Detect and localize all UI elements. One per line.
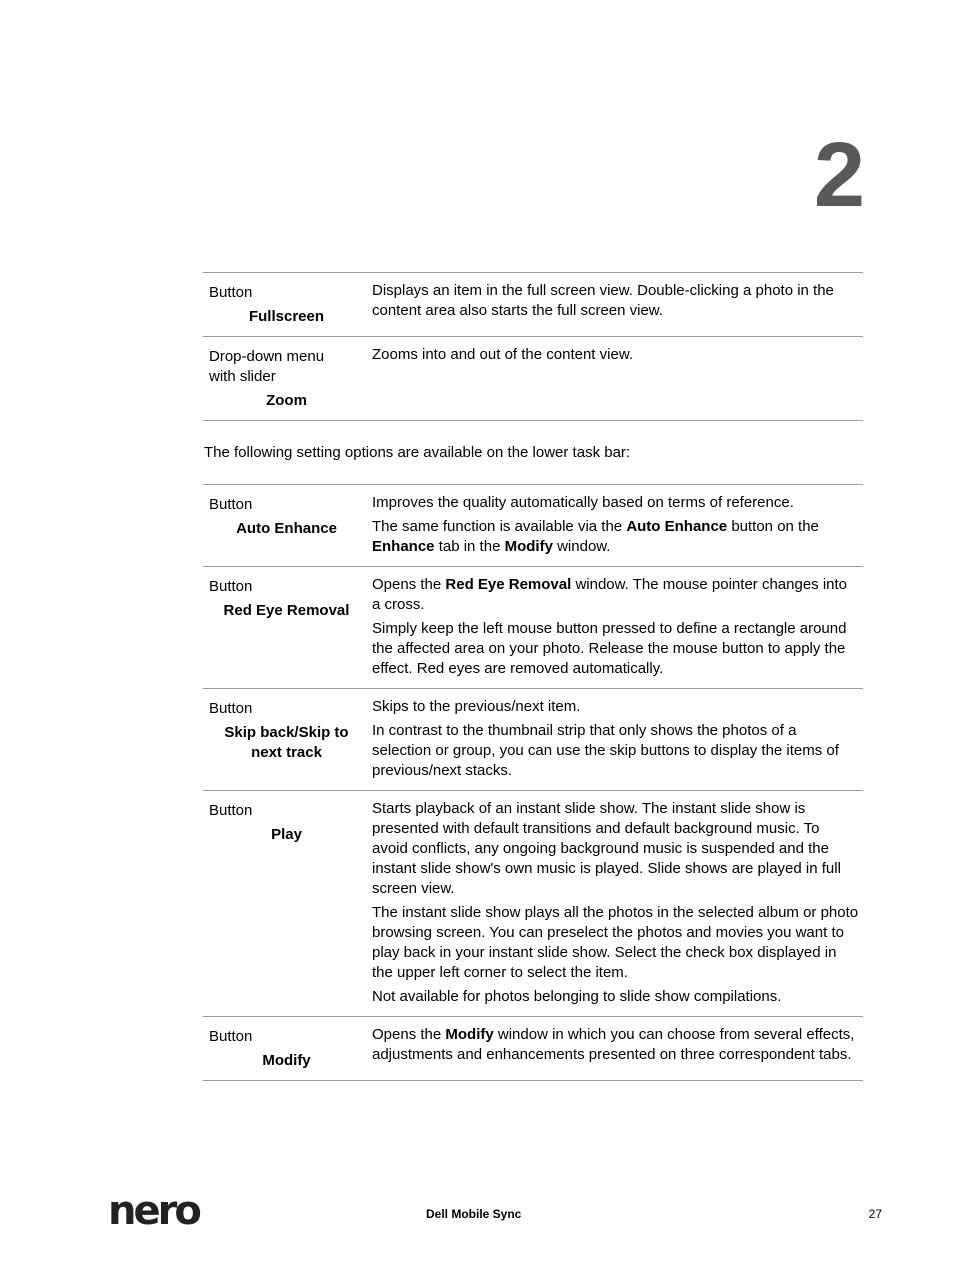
- table-row: [203, 485, 863, 567]
- nero-logo: nero: [108, 1188, 199, 1234]
- description-paragraph: [372, 697, 859, 717]
- text-segment: window. The mouse pointer changes into a cross.: [372, 576, 848, 613]
- control-name: Red Eye Removal: [223, 602, 350, 619]
- description-paragraph: [372, 799, 859, 899]
- description-cell: [368, 485, 863, 567]
- control-cell: [203, 485, 368, 567]
- control-name: Modify: [262, 1052, 311, 1069]
- description-paragraph: [372, 721, 859, 781]
- text-segment: tab in the: [434, 538, 505, 555]
- description-paragraph: [372, 517, 859, 557]
- text-segment: button on the: [727, 518, 819, 535]
- bold-term: Auto Enhance: [626, 518, 728, 535]
- control-name: Zoom: [266, 392, 307, 409]
- description-paragraph: [372, 987, 859, 1007]
- text-segment: Zooms into and out of the content view.: [372, 346, 633, 363]
- table-row: [203, 567, 863, 689]
- description-paragraph: [372, 493, 859, 513]
- control-cell: [203, 337, 368, 421]
- table-row: [203, 273, 863, 337]
- control-type: with slider: [209, 368, 276, 385]
- control-cell: [203, 1017, 368, 1081]
- description-paragraph: [372, 1025, 859, 1065]
- chapter-number: 2: [813, 124, 863, 226]
- footer-title: Dell Mobile Sync: [426, 1207, 522, 1221]
- text-segment: window in which you can choose from several effects, adjustments and enhancements presented on three correspondent tabs.: [372, 1026, 855, 1063]
- control-type: Button: [209, 496, 253, 513]
- description-paragraph: [372, 575, 859, 615]
- control-name: Fullscreen: [248, 308, 325, 325]
- bold-term: Modify: [445, 1026, 494, 1043]
- description-paragraph: [372, 903, 859, 983]
- text-segment: Opens the: [372, 1026, 446, 1043]
- description-cell: [368, 337, 863, 421]
- text-segment: The same function is available via the: [372, 518, 627, 535]
- table-row: [203, 791, 863, 1017]
- text-segment: Improves the quality automatically based on terms of reference.: [372, 494, 794, 511]
- control-type: Button: [209, 284, 253, 301]
- control-cell: [203, 273, 368, 337]
- control-name: Skip back/Skip to next track: [224, 724, 349, 761]
- description-paragraph: [372, 345, 859, 365]
- description-cell: [368, 791, 863, 1017]
- options-table-top: [203, 272, 863, 421]
- page-number: 27: [868, 1207, 882, 1221]
- text-segment: Simply keep the left mouse button pressed to define a rectangle around the affected area on your photo. Release the mouse button to apply the effect. Red eyes are removed automatically.: [372, 620, 847, 677]
- description-cell: [368, 689, 863, 791]
- control-type: Drop-down menu: [209, 348, 325, 365]
- control-type: Button: [209, 578, 253, 595]
- control-name: Auto Enhance: [236, 520, 337, 537]
- control-name: Play: [271, 826, 302, 843]
- table-row: [203, 337, 863, 421]
- bold-term: Enhance: [372, 538, 435, 555]
- text-segment: In contrast to the thumbnail strip that only shows the photos of a selection or group, you can use the skip buttons to display the items of previous/next stacks.: [372, 722, 839, 779]
- description-cell: [368, 1017, 863, 1081]
- description-cell: [368, 567, 863, 689]
- text-segment: Displays an item in the full screen view. Double-clicking a photo in the content area also starts the full screen view.: [372, 282, 834, 319]
- control-cell: [203, 567, 368, 689]
- bold-term: Modify: [504, 538, 553, 555]
- options-table-lower-task-bar: [203, 484, 863, 1081]
- text-segment: The instant slide show plays all the photos in the selected album or photo browsing screen. You can preselect the photos and movies you want to play back in your instant slide show. Select the check box displayed in the upper left corner to select the item.: [372, 904, 859, 981]
- control-type: Button: [209, 1028, 253, 1045]
- text-segment: window.: [552, 538, 611, 555]
- table-row: [203, 689, 863, 791]
- text-segment: Starts playback of an instant slide show. The instant slide show is presented with default transitions and default background music. To avoid conflicts, any ongoing background music is suspended and the instant slide show's own music is played. Slide shows are played in full screen view.: [372, 800, 841, 897]
- control-type: Button: [209, 700, 253, 717]
- control-type: Button: [209, 802, 253, 819]
- description-paragraph: [372, 281, 859, 321]
- text-segment: Skips to the previous/next item.: [372, 698, 581, 715]
- description-cell: [368, 273, 863, 337]
- control-cell: [203, 689, 368, 791]
- text-segment: Not available for photos belonging to slide show compilations.: [372, 988, 782, 1005]
- description-paragraph: [372, 619, 859, 679]
- control-cell: [203, 791, 368, 1017]
- intro-text: The following setting options are available on the lower task bar:: [204, 444, 631, 461]
- table-row: [203, 1017, 863, 1081]
- bold-term: Red Eye Removal: [445, 576, 572, 593]
- text-segment: Opens the: [372, 576, 446, 593]
